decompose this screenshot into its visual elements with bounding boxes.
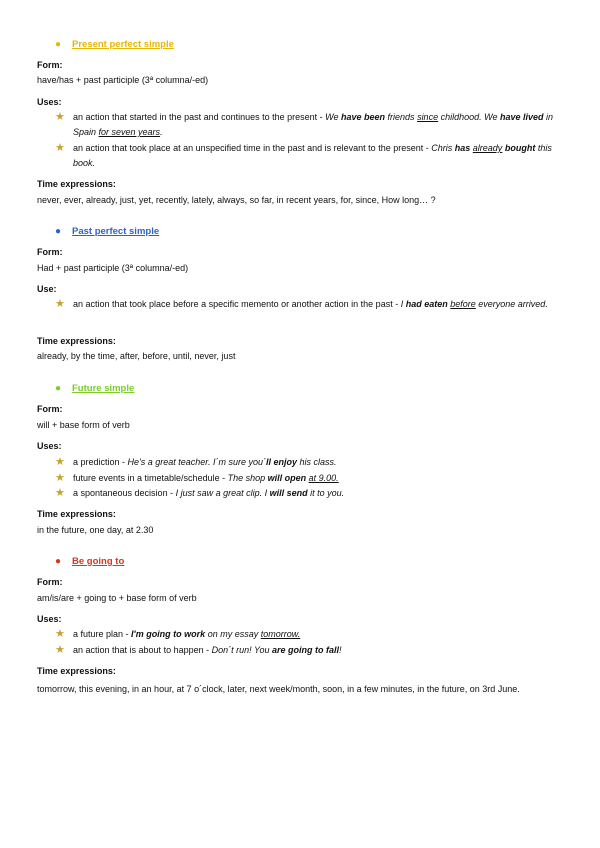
use-item: ★ a prediction - He's a great teacher. I´m sure you´ll enjoy his class.	[55, 456, 337, 468]
star-icon: ★	[55, 456, 65, 468]
heading-future-simple	[55, 382, 134, 395]
time-expressions-label: Time expressions:	[37, 666, 116, 676]
form-label: Form:	[37, 577, 63, 587]
form-text: will + base form of verb	[37, 420, 130, 430]
time-expressions-label: Time expressions:	[37, 509, 116, 519]
time-expressions-text: never, ever, already, just, yet, recently, lately, always, so far, in recent years, for, since, How long… ?	[37, 195, 436, 205]
time-expressions-label: Time expressions:	[37, 336, 116, 346]
star-icon: ★	[55, 142, 65, 154]
heading-be-going-to	[55, 555, 124, 568]
star-icon: ★	[55, 472, 65, 484]
star-icon: ★	[55, 487, 65, 499]
form-text: Had + past participle (3ª columna/-ed)	[37, 263, 189, 273]
use-item: ★ a future plan - I'm going to work on my essay tomorrow.	[55, 628, 301, 640]
form-label: Form:	[37, 60, 63, 70]
heading-present-perfect	[55, 38, 174, 51]
form-label: Form:	[37, 404, 63, 414]
bullet-icon: ●	[55, 556, 62, 567]
use-item: ★ an action that is about to happen - Don´t run! You are going to fall!	[55, 644, 342, 656]
heading-text: Future simple	[72, 383, 135, 394]
use-item: ★ future events in a timetable/schedule - The shop will open at 9.00.	[55, 472, 339, 484]
uses-label: Use:	[37, 284, 57, 294]
form-text: am/is/are + going to + base form of verb	[37, 593, 197, 603]
uses-label: Uses:	[37, 97, 62, 107]
time-expressions-text: already, by the time, after, before, until, never, just	[37, 351, 236, 361]
use-item: ★ an action that took place before a specific memento or another action in the past - I had eaten before everyone arrived.	[55, 298, 548, 310]
bullet-icon: ●	[55, 383, 62, 394]
form-label: Form:	[37, 247, 63, 257]
heading-past-perfect	[55, 225, 159, 238]
use-item: ★ an action that took place at an unspecified time in the past and is relevant to the present - Chris has already bought this book.	[55, 142, 552, 168]
time-expressions-label: Time expressions:	[37, 179, 116, 189]
bullet-icon: ●	[55, 39, 62, 50]
uses-label: Uses:	[37, 441, 62, 451]
heading-text: Be going to	[72, 556, 125, 567]
use-item: ★ an action that started in the past and continues to the present - We have been friends since childhood. We have lived in Spain for seven years.	[55, 111, 553, 137]
time-expressions-text: tomorrow, this evening, in an hour, at 7 o´clock, later, next week/month, soon, in a few minutes, in the future, on 3rd June.	[37, 684, 520, 694]
star-icon: ★	[55, 111, 65, 123]
time-expressions-text: in the future, one day, at 2.30	[37, 525, 154, 535]
use-item: ★ a spontaneous decision - I just saw a great clip. I will send it to you.	[55, 487, 345, 499]
heading-text: Past perfect simple	[72, 226, 160, 237]
star-icon: ★	[55, 628, 65, 640]
heading-text: Present perfect simple	[72, 39, 174, 50]
form-text: have/has + past participle (3ª columna/-ed)	[37, 75, 209, 85]
uses-label: Uses:	[37, 614, 62, 624]
star-icon: ★	[55, 298, 65, 310]
bullet-icon: ●	[55, 226, 62, 237]
star-icon: ★	[55, 644, 65, 656]
